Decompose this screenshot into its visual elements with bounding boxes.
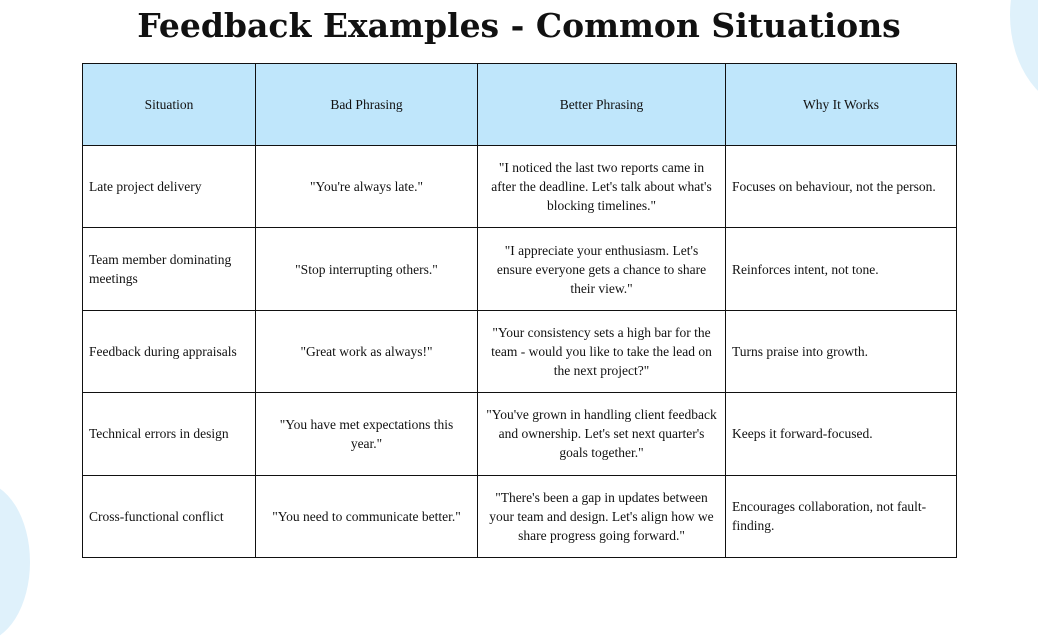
cell-bad-phrasing: "Great work as always!": [256, 310, 478, 392]
cell-situation: Feedback during appraisals: [83, 310, 256, 392]
cell-better-phrasing: "There's been a gap in updates between your team and design. Let's align how we share progress going forward.": [478, 475, 726, 557]
feedback-examples-table: [82, 63, 957, 558]
cell-bad-phrasing: "Stop interrupting others.": [256, 228, 478, 310]
table-row: [83, 146, 957, 228]
header-bad-phrasing: Bad Phrasing: [256, 64, 478, 146]
cell-situation: Team member dominating meetings: [83, 228, 256, 310]
table-row: [83, 310, 957, 392]
cell-why-it-works: Encourages collaboration, not fault-finding.: [726, 475, 957, 557]
table-row: [83, 393, 957, 475]
table-header-row: [83, 64, 957, 146]
cell-why-it-works: Keeps it forward-focused.: [726, 393, 957, 475]
cell-situation: Late project delivery: [83, 146, 256, 228]
decorative-circle-bottom-left: [0, 482, 30, 642]
table-row: [83, 228, 957, 310]
cell-why-it-works: Reinforces intent, not tone.: [726, 228, 957, 310]
header-situation: Situation: [83, 64, 256, 146]
cell-why-it-works: Turns praise into growth.: [726, 310, 957, 392]
cell-better-phrasing: "I appreciate your enthusiasm. Let's ensure everyone gets a chance to share their view.": [478, 228, 726, 310]
cell-bad-phrasing: "You have met expectations this year.": [256, 393, 478, 475]
cell-situation: Cross-functional conflict: [83, 475, 256, 557]
cell-better-phrasing: "You've grown in handling client feedback and ownership. Let's set next quarter's goals together.": [478, 393, 726, 475]
cell-better-phrasing: "I noticed the last two reports came in after the deadline. Let's talk about what's blocking timelines.": [478, 146, 726, 228]
table-row: [83, 475, 957, 557]
header-why-it-works: Why It Works: [726, 64, 957, 146]
page-title: Feedback Examples - Common Situations: [137, 6, 901, 45]
cell-bad-phrasing: "You need to communicate better.": [256, 475, 478, 557]
cell-bad-phrasing: "You're always late.": [256, 146, 478, 228]
cell-situation: Technical errors in design: [83, 393, 256, 475]
cell-better-phrasing: "Your consistency sets a high bar for the team - would you like to take the lead on the next project?": [478, 310, 726, 392]
cell-why-it-works: Focuses on behaviour, not the person.: [726, 146, 957, 228]
header-better-phrasing: Better Phrasing: [478, 64, 726, 146]
